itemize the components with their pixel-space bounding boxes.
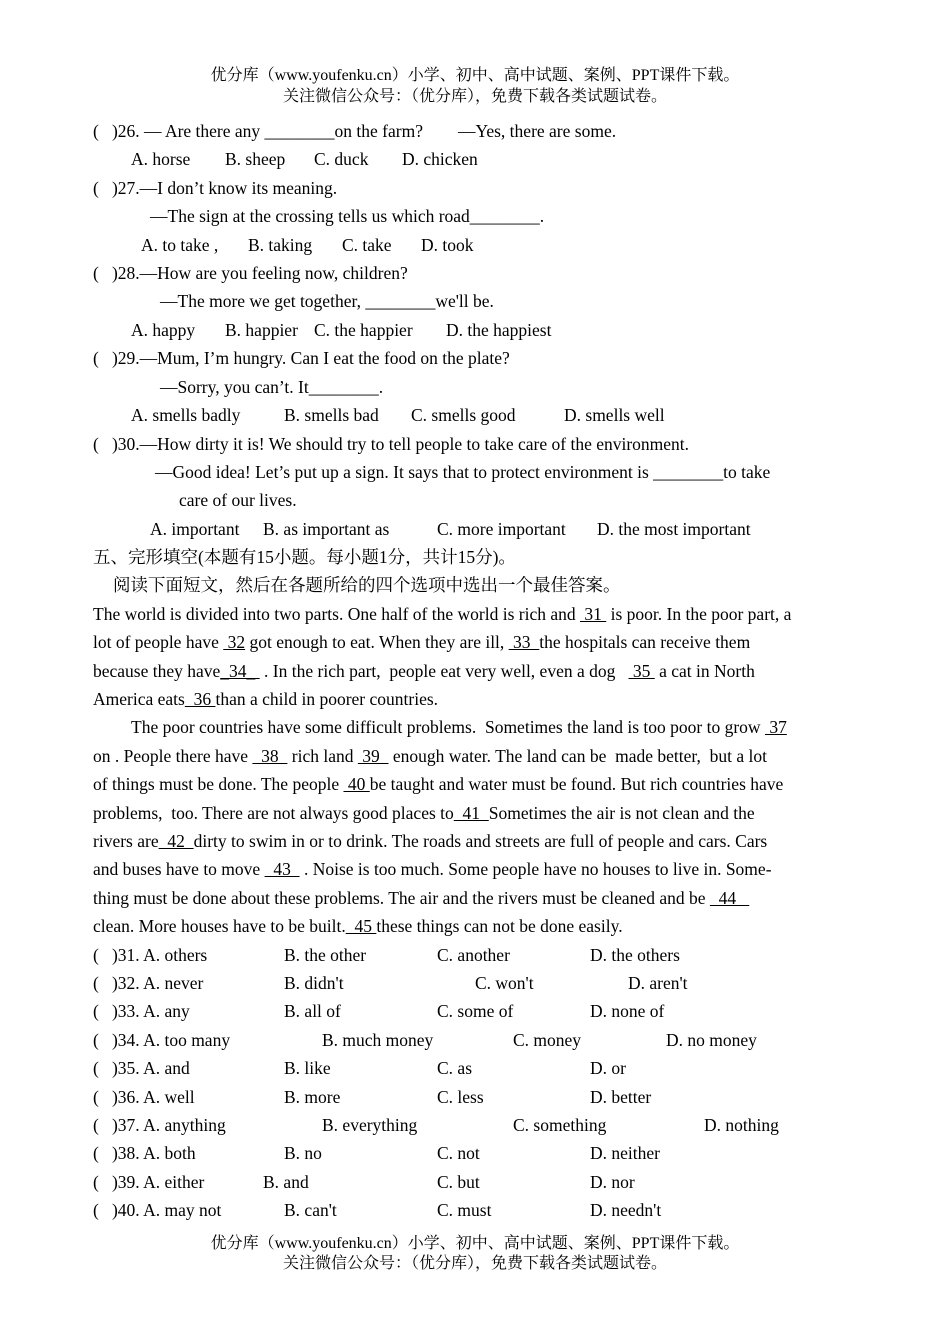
blank-45: 45 [345,916,377,936]
q28-option-b: B. happier [225,320,298,340]
answer-37-a: ( )37. A. anything [93,1115,226,1135]
passage-p1-line4: America eats 36 than a child in poorer countries. [93,689,439,709]
answer-36-d: D. better [590,1087,652,1107]
answer-40-b: B. can't [284,1200,337,1220]
answer-33-a: ( )33. A. any [93,1001,190,1021]
answer-32-a: ( )32. A. never [93,973,204,993]
answer-32-d: D. aren't [628,973,688,993]
answer-36-b: B. more [284,1087,341,1107]
q27-option-c: C. take [342,235,392,255]
blank-32: 32 [223,632,246,652]
q29-option-b: B. smells bad [284,405,379,425]
q26-option-b: B. sheep [225,149,286,169]
blank-37: 37 [764,717,787,737]
question-30-reply-cont: care of our lives. [179,490,297,510]
q30-option-d: D. the most important [597,519,751,539]
answer-35-d: D. or [590,1058,626,1078]
answer-38-c: C. not [437,1143,480,1163]
answer-33-d: D. none of [590,1001,665,1021]
question-30-reply: —Good idea! Let’s put up a sign. It says that to protect environment is ________to take [155,462,771,482]
answer-35-c: C. as [437,1058,472,1078]
passage-p2-line2: on . People there have 38 rich land 39 enough water. The land can be made better, but a lot [93,746,767,766]
answer-35-b: B. like [284,1058,331,1078]
answer-37-b: B. everything [322,1115,418,1135]
passage-p2-line1: The poor countries have some difficult problems. Sometimes the land is too poor to grow 37 [131,717,787,737]
answer-37-d: D. nothing [704,1115,779,1135]
question-27-reply: —The sign at the crossing tells us which road________. [150,206,545,226]
page-footer-line2: 关注微信公众号：（优分库），免费下载各类试题试卷。 [282,1255,667,1272]
q28-option-c: C. the happier [314,320,413,340]
answer-34-a: ( )34. A. too many [93,1030,231,1050]
page-footer-line1: 优分库（www.youfenku.cn）小学、初中、高中试题、案例、PPT课件下载。 [210,1235,740,1252]
answer-31-a: ( )31. A. others [93,945,208,965]
answer-39-b: B. and [263,1172,309,1192]
question-26-stem: ( )26. — Are there any ________on the farm? —Yes, there are some. [93,121,617,141]
question-29-stem: ( )29.—Mum, I’m hungry. Can I eat the food on the plate? [93,348,510,368]
question-28-reply: —The more we get together, ________we'll be. [160,291,494,311]
answer-39-c: C. but [437,1172,480,1192]
q27-option-d: D. took [421,235,474,255]
answer-38-a: ( )38. A. both [93,1143,196,1163]
q29-option-d: D. smells well [564,405,665,425]
q28-option-d: D. the happiest [446,320,552,340]
blank-43: 43 [264,859,300,879]
answer-38-d: D. neither [590,1143,660,1163]
answer-34-c: C. money [513,1030,582,1050]
answer-40-a: ( )40. A. may not [93,1200,222,1220]
blank-31: 31 [579,604,607,624]
answer-35-a: ( )35. A. and [93,1058,190,1078]
answer-36-c: C. less [437,1087,484,1107]
q27-option-b: B. taking [248,235,313,255]
blank-36: 36 [184,689,216,709]
blank-41: 41 [453,803,489,823]
cloze-instruction: 阅读下面短文，然后在各题所给的四个选项中选出一个最佳答案。 [113,575,621,595]
passage-p2-line3: of things must be done. The people 40 be taught and water must be found. But rich countries have [93,774,784,794]
passage-p2-line4: problems, too. There are not always good places to 41 Sometimes the air is not clean and the [93,803,755,823]
answer-40-c: C. must [437,1200,492,1220]
passage-p1-line3: because they have_34_ . In the rich part, people eat very well, even a dog 35 a cat in North [93,661,755,681]
passage-p2-line5: rivers are 42 dirty to swim in or to drink. The roads and streets are full of people and cars. Cars [93,831,768,851]
question-30-stem: ( )30.—How dirty it is! We should try to tell people to take care of the environment. [93,434,690,454]
cloze-section-title: 五、完形填空(本题有15小题。每小题1分，共计15分)。 [93,547,516,567]
blank-34: _34_ [220,661,260,681]
blank-39: 39 [357,746,389,766]
blank-33: 33 [508,632,540,652]
question-27-stem: ( )27.—I don’t know its meaning. [93,178,338,198]
blank-42: 42 [158,831,194,851]
answer-39-a: ( )39. A. either [93,1172,205,1192]
question-28-stem: ( )28.—How are you feeling now, children? [93,263,408,283]
passage-p2-line8: clean. More houses have to be built. 45 these things can not be done easily. [93,916,623,936]
passage-p1-line2: lot of people have 32 got enough to eat. When they are ill, 33 the hospitals can receive them [93,632,751,652]
answer-34-d: D. no money [666,1030,757,1050]
q28-option-a: A. happy [131,320,196,340]
answer-31-d: D. the others [590,945,680,965]
answer-34-b: B. much money [322,1030,434,1050]
answer-31-b: B. the other [284,945,367,965]
blank-40: 40 [343,774,370,794]
passage-p2-line7: thing must be done about these problems. The air and the rivers must be cleaned and be 44 [93,888,750,908]
q26-option-a: A. horse [131,149,191,169]
question-29-reply: —Sorry, you can’t. It________. [160,377,384,397]
q29-option-c: C. smells good [411,405,516,425]
page-header-line2: 关注微信公众号：（优分库），免费下载各类试题试卷。 [282,88,667,105]
q29-option-a: A. smells badly [131,405,241,425]
answer-37-c: C. something [513,1115,607,1135]
blank-35: 35 [628,661,655,681]
answer-32-c: C. won't [475,973,534,993]
q30-option-b: B. as important as [263,519,390,539]
answer-39-d: D. nor [590,1172,635,1192]
answer-36-a: ( )36. A. well [93,1087,195,1107]
page-header-line1: 优分库（www.youfenku.cn）小学、初中、高中试题、案例、PPT课件下载。 [210,67,740,84]
answer-31-c: C. another [437,945,510,965]
answer-32-b: B. didn't [284,973,344,993]
blank-44: 44 [709,888,750,908]
q30-option-c: C. more important [437,519,566,539]
passage-p2-line6: and buses have to move 43 . Noise is too much. Some people have no houses to live in. Some- [93,859,772,879]
blank-38: 38 [252,746,288,766]
answer-38-b: B. no [284,1143,322,1163]
answer-33-b: B. all of [284,1001,341,1021]
q30-option-a: A. important [150,519,240,539]
q26-option-c: C. duck [314,149,369,169]
answer-33-c: C. some of [437,1001,514,1021]
q26-option-d: D. chicken [402,149,478,169]
answer-40-d: D. needn't [590,1200,662,1220]
passage-p1-line1: The world is divided into two parts. One half of the world is rich and 31 is poor. In the poor part, a [93,604,792,624]
q27-option-a: A. to take , [141,235,219,255]
